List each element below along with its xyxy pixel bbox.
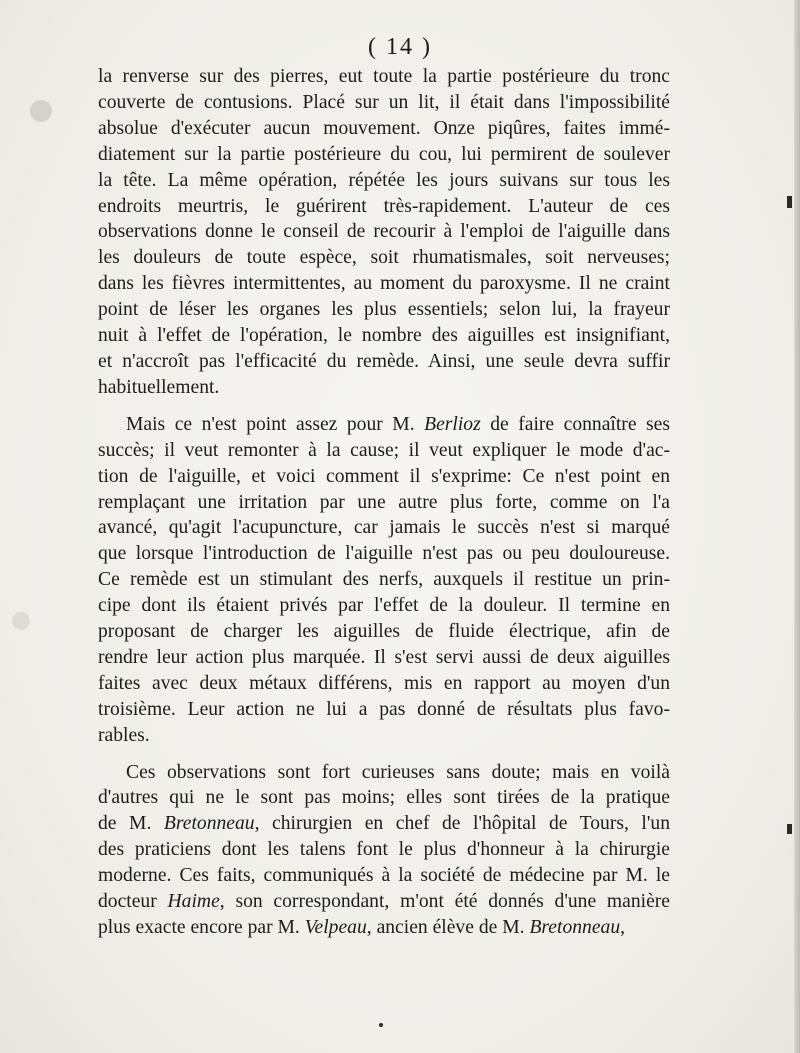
italic-name: Haime (167, 891, 220, 913)
paragraph (98, 412, 670, 749)
text-line: observations donne le conseil de recourir à l'emploi de l'aiguille dans (98, 221, 670, 243)
margin-mark (787, 824, 792, 834)
text-line: Mais ce n'est point assez pour M. Berlioz de faire connaître ses (126, 413, 670, 435)
text-line: habituellement. (98, 376, 220, 398)
body-text (98, 64, 670, 941)
paragraph-gap (98, 749, 670, 760)
text-line: rables. (98, 724, 150, 746)
text-line: de M. Bretonneau, chirurgien en chef de l'hôpital de Tours, l'un (98, 813, 670, 835)
text-line: absolue d'exécuter aucun mouvement. Onze piqûres, faites immé- (98, 117, 670, 139)
paragraph-gap (98, 401, 670, 412)
text-line: et n'accroît pas l'efficacité du remède. Ainsi, une seule devra suffir (98, 350, 670, 372)
text-line: proposant de charger les aiguilles de fluide électrique, afin de (98, 621, 670, 643)
text-line: dans les fièvres intermittentes, au moment du paroxysme. Il ne craint (98, 273, 670, 295)
paper-stain (12, 612, 30, 630)
text-line: docteur Haime, son correspondant, m'ont été donnés d'une manière (98, 891, 671, 913)
text-line: endroits meurtris, le guérirent très-rapidement. L'auteur de ces (98, 195, 670, 217)
italic-name: Berlioz (424, 413, 481, 435)
text-line: moderne. Ces faits, communiqués à la société de médecine par M. le (98, 865, 670, 887)
text-line: troisième. Leur action ne lui a pas donné de résultats plus favo- (98, 698, 670, 720)
text-line: rendre leur action plus marquée. Il s'est servi aussi de deux aiguilles (98, 646, 670, 668)
ink-dot (379, 1023, 383, 1027)
text-line: cipe dont ils étaient privés par l'effet de la douleur. Il termine en (98, 595, 670, 617)
text-line: que lorsque l'introduction de l'aiguille n'est pas ou peu douloureuse. (98, 543, 670, 565)
text-line: nuit à l'effet de l'opération, le nombre des aiguilles est insignifiant, (98, 325, 670, 347)
text-line: la tête. La même opération, répétée les jours suivans sur tous les (98, 169, 670, 191)
text-line: succès; il veut remonter à la cause; il veut expliquer le mode d'ac- (98, 439, 670, 461)
text-line: d'autres qui ne le sont pas moins; elles sont tirées de la pratique (98, 787, 670, 809)
text-line: tion de l'aiguille, et voici comment il s'exprime: Ce n'est point en (98, 465, 670, 487)
text-line: couverte de contusions. Placé sur un lit, il était dans l'impossibilité (98, 91, 670, 113)
text-line: avancé, qu'agit l'acupuncture, car jamais le succès n'est si marqué (98, 517, 670, 539)
text-line: plus exacte encore par M. Velpeau, ancien élève de M. Bretonneau, (98, 917, 626, 938)
italic-name: Velpeau (304, 917, 367, 938)
italic-name: Bretonneau (529, 917, 621, 938)
page-number: ( 14 ) (368, 34, 432, 60)
text-line: diatement sur la partie postérieure du cou, lui permirent de soulever (98, 143, 670, 165)
text-line: faites avec deux métaux différens, mis en rapport au moyen d'un (98, 672, 670, 694)
italic-name: Bretonneau (163, 813, 255, 835)
text-line: les douleurs de toute espèce, soit rhumatismales, soit nerveuses; (98, 247, 670, 269)
paragraph (98, 760, 670, 941)
margin-mark (787, 196, 792, 208)
text-line: Ce remède est un stimulant des nerfs, auxquels il restitue un prin- (98, 569, 670, 591)
text-line: Ces observations sont fort curieuses sans doute; mais en voilà (126, 761, 670, 783)
page-edge-shadow (794, 0, 800, 1053)
text-line: point de léser les organes les plus essentiels; selon lui, la frayeur (98, 299, 670, 321)
text-line: des praticiens dont les talens font le plus d'honneur à la chirurgie (98, 839, 670, 861)
text-line: la renverse sur des pierres, eut toute la partie postérieure du tronc (98, 66, 670, 87)
paper-stain (30, 100, 52, 122)
paragraph (98, 64, 670, 401)
text-line: remplaçant une irritation par une autre plus forte, comme on l'a (98, 491, 670, 513)
